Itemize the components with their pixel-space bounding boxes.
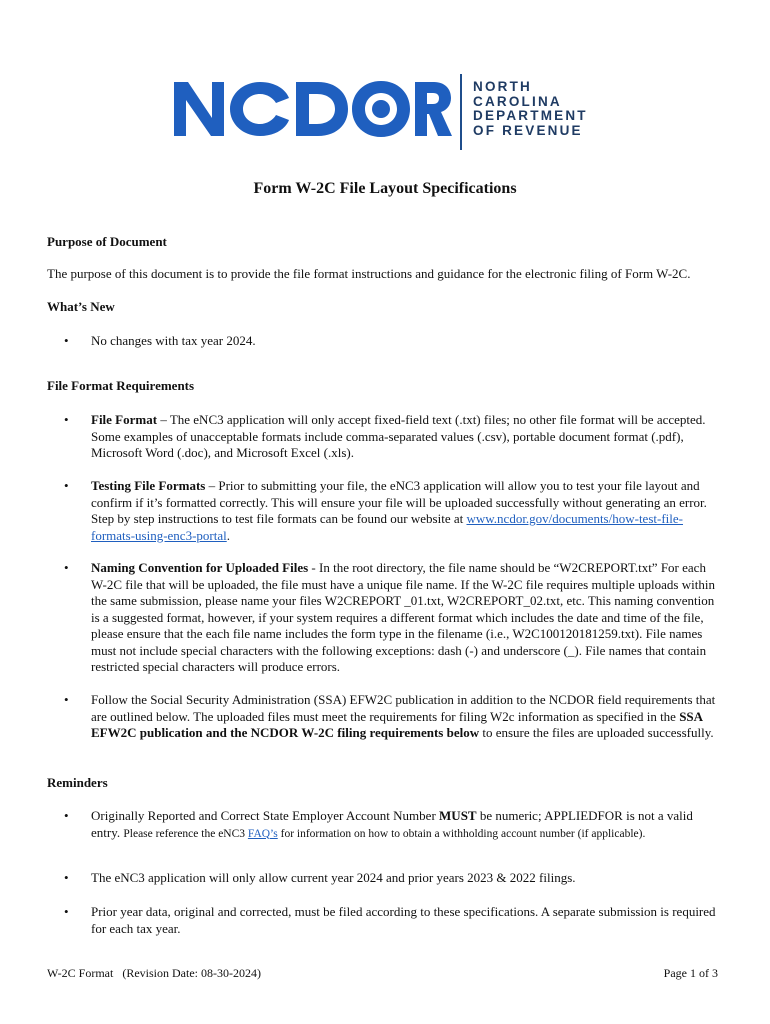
purpose-heading: Purpose of Document [47,234,167,249]
prior-text: Prior year data, original and corrected, must be filed according to these specifications. A separate submission is required for each tax year. [91,904,716,936]
requirements-heading: File Format Requirements [47,378,195,393]
logo-line: OF REVENUE [473,122,583,138]
ssa-bold: SSA EFW2C publication and the NCDOR W-2C filing requirements below [91,708,703,740]
account-body-2: be numeric; APPLIEDFOR is not a valid entry. [91,808,693,840]
bullet-icon: • [64,333,69,348]
document-title: Form W-2C File Layout Specifications [253,180,517,197]
purpose-text: The purpose of this document is to provide the file format instructions and guidance for the electronic filing of Form W-2C. [47,266,691,281]
account-must: MUST [439,808,477,823]
bullet-icon: • [64,904,69,919]
whats-new-heading: What’s New [47,299,115,314]
list-item [64,808,724,842]
list-item [64,904,724,937]
list-item [64,333,724,350]
years-text: The eNC3 application will only allow current year 2024 and prior years 2023 & 2022 filings. [91,870,576,885]
testing-after: . [226,527,230,543]
file-format-text [91,412,724,462]
list-item [64,478,724,544]
bullet-icon: • [64,692,69,707]
account-body-1: Originally Reported and Correct State Employer Account Number [91,808,440,823]
naming-label: Naming Convention for Uploaded Files [91,560,309,575]
reminders-heading: Reminders [47,775,108,790]
faq-link[interactable]: FAQ’s [247,827,278,840]
testing-text [91,478,724,544]
ssa-text [91,692,724,742]
ssa-body-2: to ensure the files are uploaded successfully. [479,725,714,740]
bullet-icon: • [64,412,69,427]
testing-body: – Prior to submitting your file, the eNC3 application will allow you to test your file layout and confirm if it’s formatted correctly. This will ensure your file will be uploaded successfully without generating an error. Step by step instructions to test file formats can be found our website at [91,478,707,526]
ncdor-wordmark-logo [172,78,452,140]
logo-department-text [473,80,588,138]
naming-text [91,560,724,676]
footer-page-number: Page 1 of 3 [663,966,718,980]
whats-new-item: No changes with tax year 2024. [91,333,256,348]
file-format-body: – The eNC3 application will only accept fixed-field text (.txt) files; no other file format will be accepted. Some examples of unacceptable formats include comma-separated values (.csv), portable document format (.pdf), Microsoft Word (.doc), and Microsoft Excel (.xls). [91,412,706,460]
bullet-icon: • [64,560,69,575]
bullet-icon: • [64,808,69,823]
account-small-2: for information on how to obtain a withholding account number (if applicable). [277,827,646,840]
naming-body: - In the root directory, the file name should be “W2CREPORT.txt” For each W-2C file that will be uploaded, the file must have a unique file name. If the W-2C file requires multiple uploads within the same submission, please name your files W2CREPORT _01.txt, W2CREPORT_02.txt, etc. This naming convention is a suggested format, however, if your system requires a different format which includes the date and time of the file, please ensure that the each file name includes the form type in the filename (i.e., W2C100120181259.txt). File names must not include special characters with the following exceptions: dash (-) and underscore (_). File names that contain restricted special characters will produce errors. [91,560,715,674]
test-file-formats-link[interactable]: www.ncdor.gov/documents/how-test-file-formats-using-enc3-portal [91,511,683,543]
logo-line: NORTH [473,79,532,94]
list-item [64,412,724,462]
bullet-icon: • [64,478,69,493]
logo-line: CAROLINA [473,93,562,109]
list-item [64,870,724,887]
logo-divider [460,74,462,150]
list-item [64,560,724,676]
testing-label: Testing File Formats [91,478,206,493]
list-item [64,692,724,742]
ssa-body-1: Follow the Social Security Administration (SSA) EFW2C publication in addition to the NCDOR field requirements that are outlined below. The uploaded files must meet the requirements for filing W2c information as specified in the [91,692,716,724]
logo-line: DEPARTMENT [473,108,588,123]
file-format-label: File Format [91,412,158,427]
account-text [91,808,724,842]
account-small-1: Please reference the eNC3 [123,827,248,840]
footer-revision: W-2C Format (Revision Date: 08-30-2024) [47,966,261,980]
bullet-icon: • [64,870,69,885]
ncdor-logo [172,72,612,152]
